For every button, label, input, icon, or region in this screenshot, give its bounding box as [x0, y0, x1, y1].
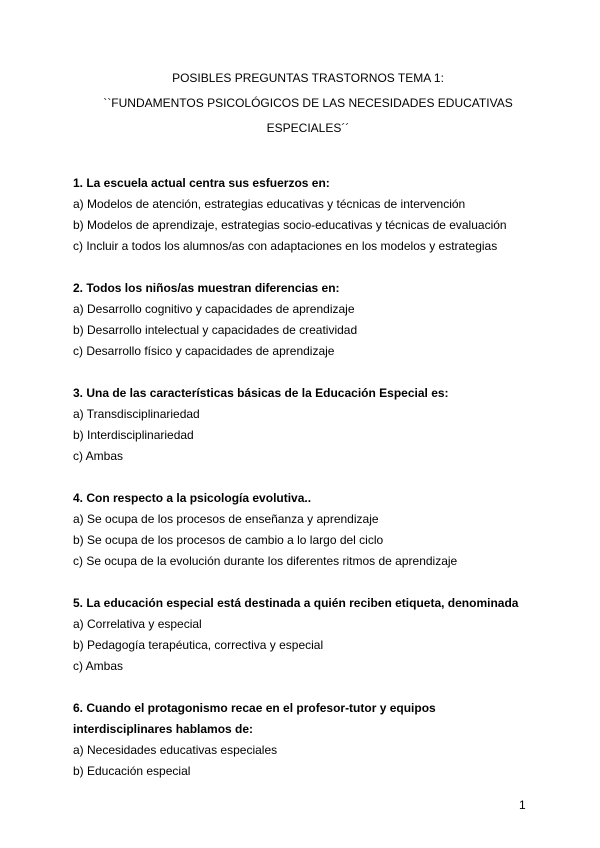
answer-option: c) Incluir a todos los alumnos/as con adaptaciones en los modelos y estrategias	[73, 239, 498, 253]
answer-option: b) Educación especial	[73, 764, 191, 778]
answer-option: c) Ambas	[73, 449, 124, 463]
question-5	[73, 593, 540, 677]
answer-option: b) Modelos de aprendizaje, estrategias socio-educativas y técnicas de evaluación	[73, 218, 507, 232]
answer-option: b) Se ocupa de los procesos de cambio a lo largo del ciclo	[73, 533, 384, 547]
answer-option: a) Correlativa y especial	[73, 617, 202, 631]
page-number: 1	[519, 798, 526, 812]
answer-option: b) Desarrollo intelectual y capacidades de creatividad	[73, 323, 358, 337]
answer-option: b) Pedagogía terapéutica, correctiva y especial	[73, 638, 324, 652]
question-title: 1. La escuela actual centra sus esfuerzos en:	[73, 176, 330, 190]
question-title: 6. Cuando el protagonismo recae en el profesor-tutor y equipos	[73, 701, 436, 715]
question-2	[73, 278, 540, 362]
question-title: 4. Con respecto a la psicología evolutiva..	[73, 491, 312, 505]
answer-option: c) Desarrollo físico y capacidades de aprendizaje	[73, 344, 335, 358]
question-1	[73, 173, 540, 257]
question-list	[73, 173, 540, 782]
question-3	[73, 383, 540, 467]
answer-option: a) Desarrollo cognitivo y capacidades de aprendizaje	[73, 302, 355, 316]
title-line: POSIBLES PREGUNTAS TRASTORNOS TEMA 1:	[172, 71, 444, 85]
question-4	[73, 488, 540, 572]
title-line: ``FUNDAMENTOS PSICOLÓGICOS DE LAS NECESIDADES EDUCATIVAS	[103, 96, 513, 110]
question-title: 5. La educación especial está destinada a quién reciben etiqueta, denominada	[73, 596, 519, 610]
answer-option: a) Se ocupa de los procesos de enseñanza y aprendizaje	[73, 512, 379, 526]
answer-option: a) Modelos de atención, estrategias educativas y técnicas de intervención	[73, 197, 466, 211]
answer-option: c) Se ocupa de la evolución durante los diferentes ritmos de aprendizaje	[73, 554, 458, 568]
answer-option: a) Necesidades educativas especiales	[73, 743, 278, 757]
answer-option: b) Interdisciplinariedad	[73, 428, 194, 442]
question-title: 2. Todos los niños/as muestran diferencias en:	[73, 281, 340, 295]
answer-option: c) Ambas	[73, 659, 124, 673]
answer-option: a) Transdisciplinariedad	[73, 407, 200, 421]
title-line: ESPECIALES´´	[266, 121, 350, 135]
question-title: 3. Una de las características básicas de la Educación Especial es:	[73, 386, 449, 400]
document-title	[73, 66, 543, 141]
question-6	[73, 698, 540, 782]
question-title: interdisciplinares hablamos de:	[73, 722, 254, 736]
